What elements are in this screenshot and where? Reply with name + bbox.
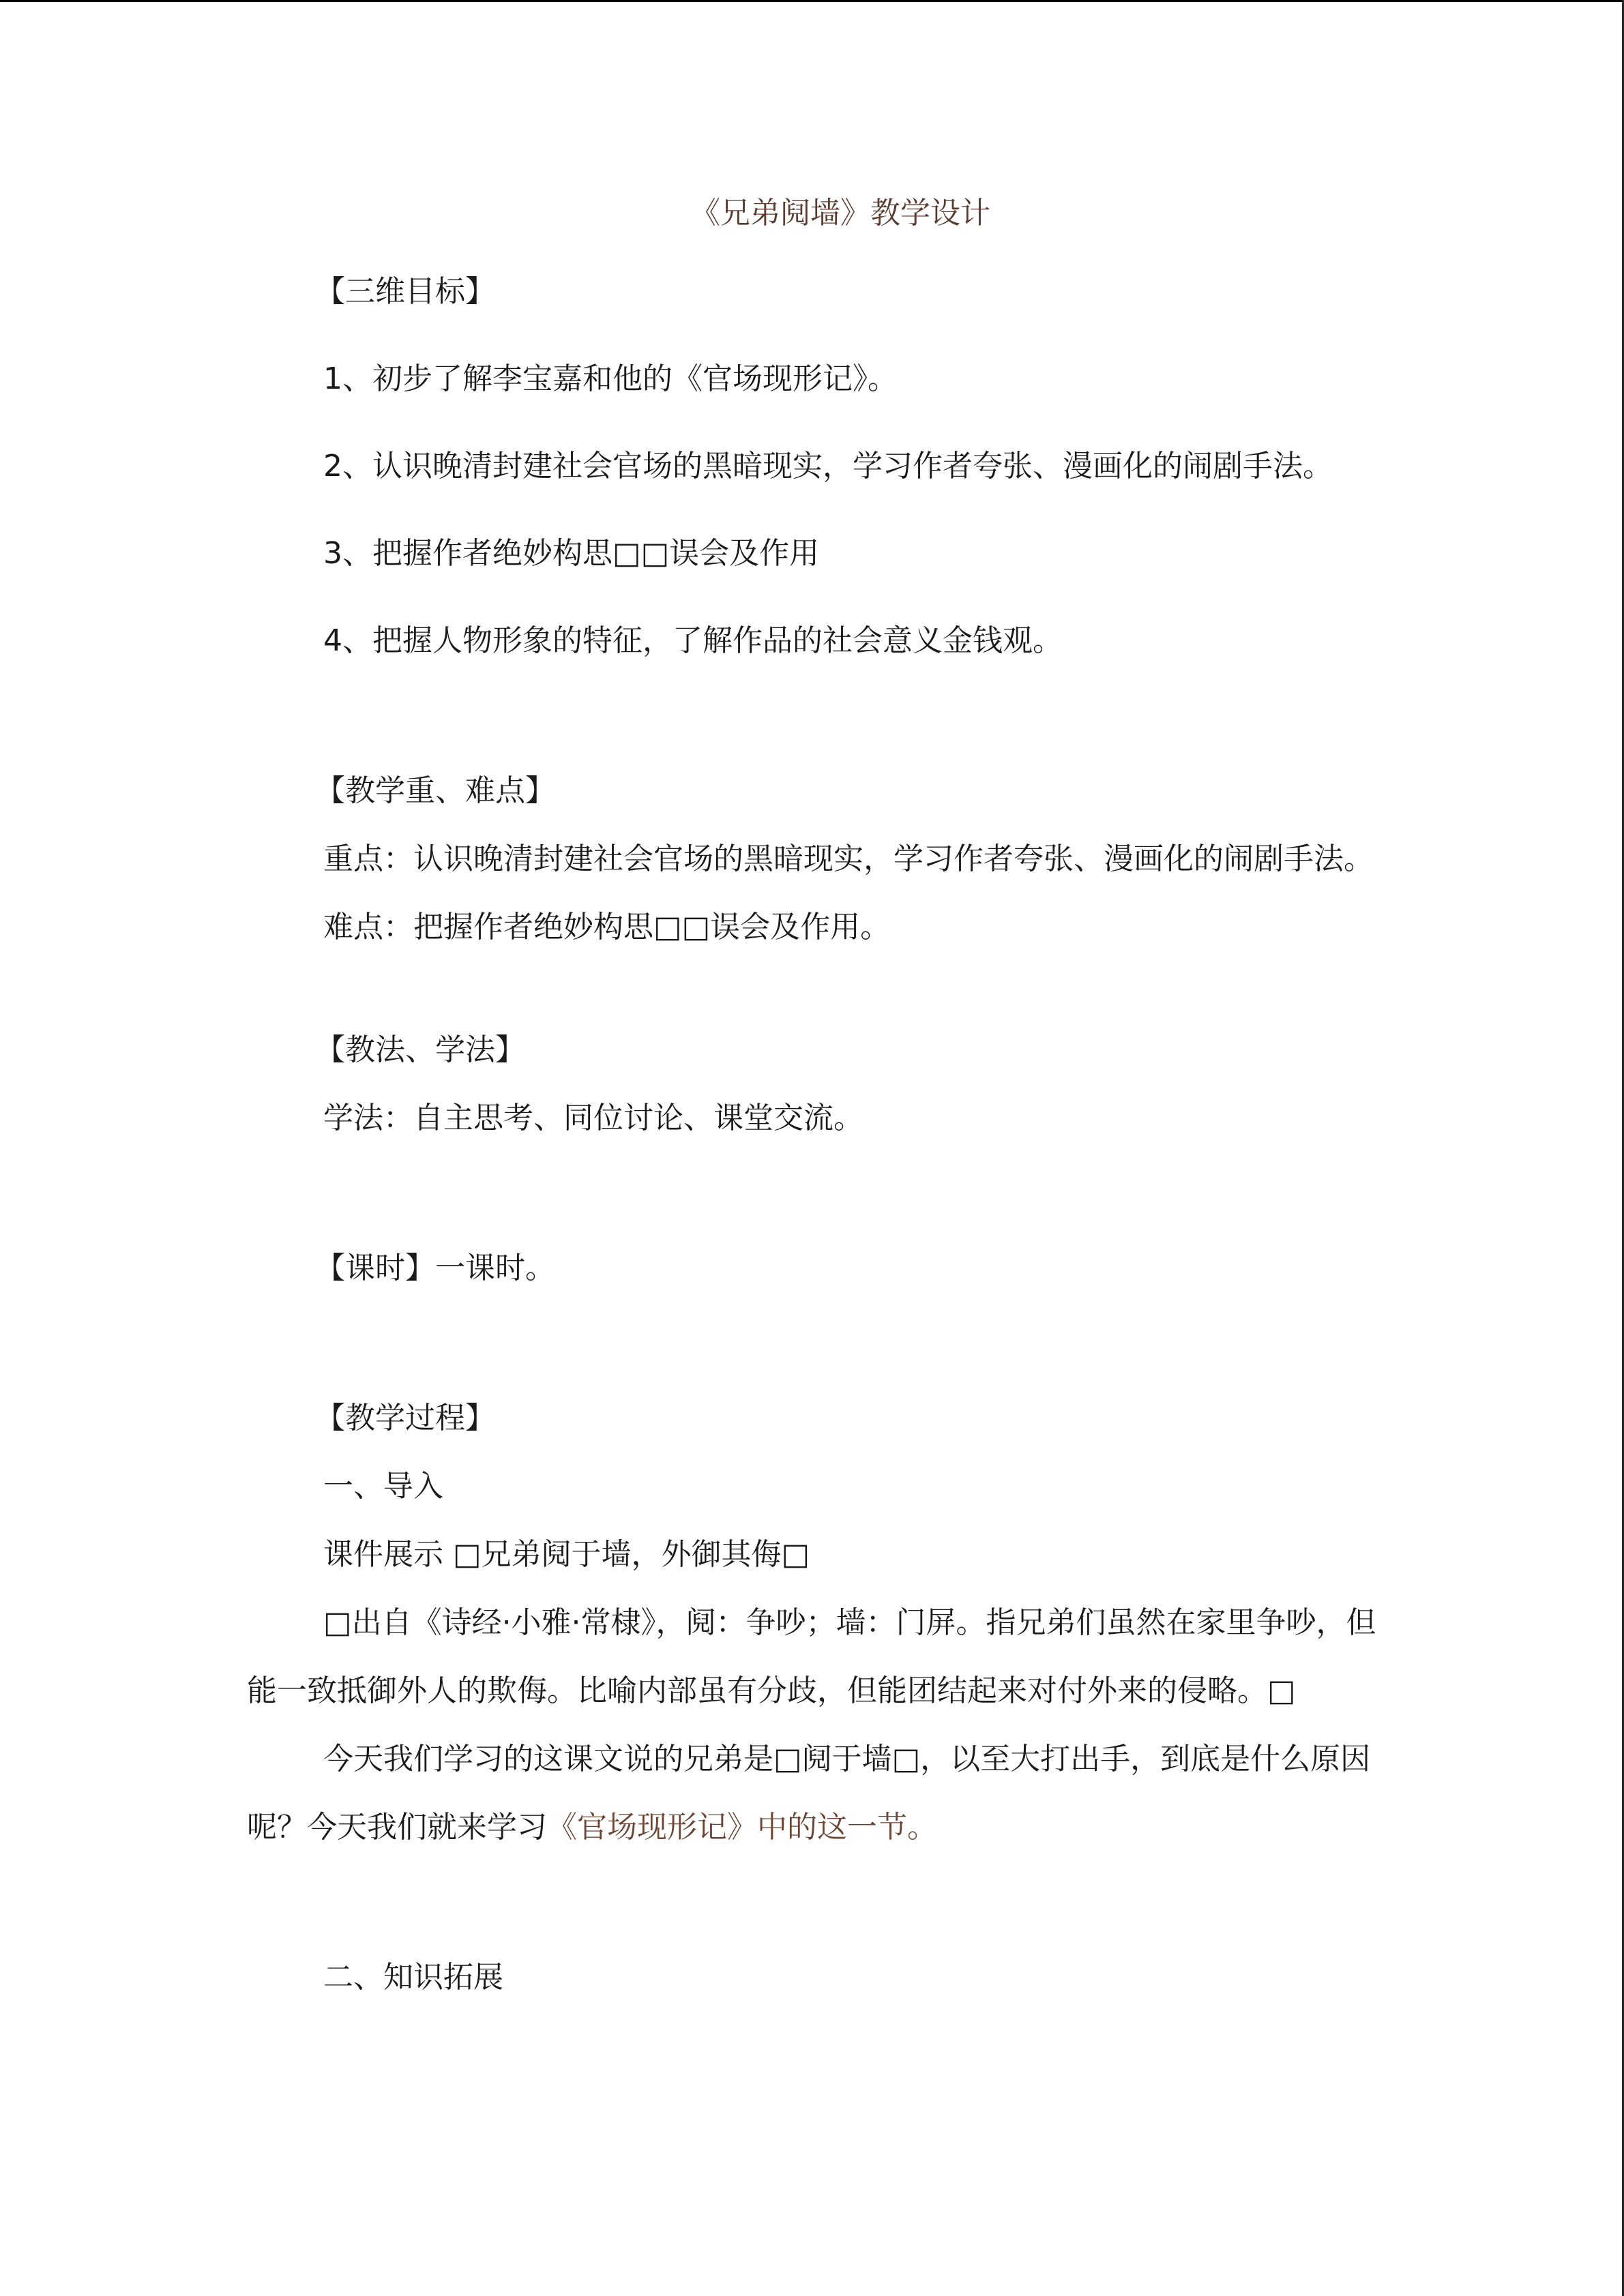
key-points-heading: 【教学重、难点】 bbox=[315, 773, 555, 808]
page-top-border bbox=[0, 0, 1624, 2]
goal-item-3: 3、把握作者绝妙构思□□误会及作用 bbox=[323, 536, 820, 571]
hours-text: 【课时】一课时。 bbox=[315, 1251, 555, 1285]
goal-item-4: 4、把握人物形象的特征，了解作品的社会意义金钱观。 bbox=[323, 623, 1063, 658]
methods-heading: 【教法、学法】 bbox=[315, 1032, 525, 1067]
goals-heading: 【三维目标】 bbox=[315, 274, 495, 309]
process-heading: 【教学过程】 bbox=[315, 1401, 495, 1435]
intro-main-text: 今天我们学习的这课文说的兄弟是□阋于墙□，以至大打出手，到底是什么原因呢？今天我们就来学习 bbox=[247, 1742, 1371, 1845]
courseware-line: 课件展示 □兄弟阋于墙，外御其侮□ bbox=[323, 1537, 810, 1572]
explanation-paragraph: □出自《诗经·小雅·常棣》，阋：争吵；墙：门屏。指兄弟们虽然在家里争吵，但能一致抵御外人的欺侮。比喻内部虽有分歧，但能团结起来对付外来的侵略。□ bbox=[247, 1605, 1376, 1708]
focus-paragraph: 重点：认识晚清封建社会官场的黑暗现实，学习作者夸张、漫画化的闹剧手法。 bbox=[323, 841, 1374, 876]
intro-tail-text: 《官场现形记》中的这一节。 bbox=[547, 1810, 937, 1845]
goal-item-1: 1、初步了解李宝嘉和他的《官场现形记》。 bbox=[323, 361, 898, 396]
difficulty-paragraph: 难点：把握作者绝妙构思□□误会及作用。 bbox=[323, 910, 891, 944]
step2-heading: 二、知识拓展 bbox=[323, 1960, 503, 1995]
methods-text: 学法：自主思考、同位讨论、课堂交流。 bbox=[323, 1101, 863, 1135]
step1-heading: 一、导入 bbox=[323, 1469, 443, 1504]
document-title: 《兄弟阋墙》教学设计 bbox=[690, 196, 990, 230]
goal-item-2: 2、认识晚清封建社会官场的黑暗现实，学习作者夸张、漫画化的闹剧手法。 bbox=[323, 449, 1333, 483]
document-page bbox=[247, 190, 1379, 2012]
intro-paragraph bbox=[247, 1725, 1379, 1862]
